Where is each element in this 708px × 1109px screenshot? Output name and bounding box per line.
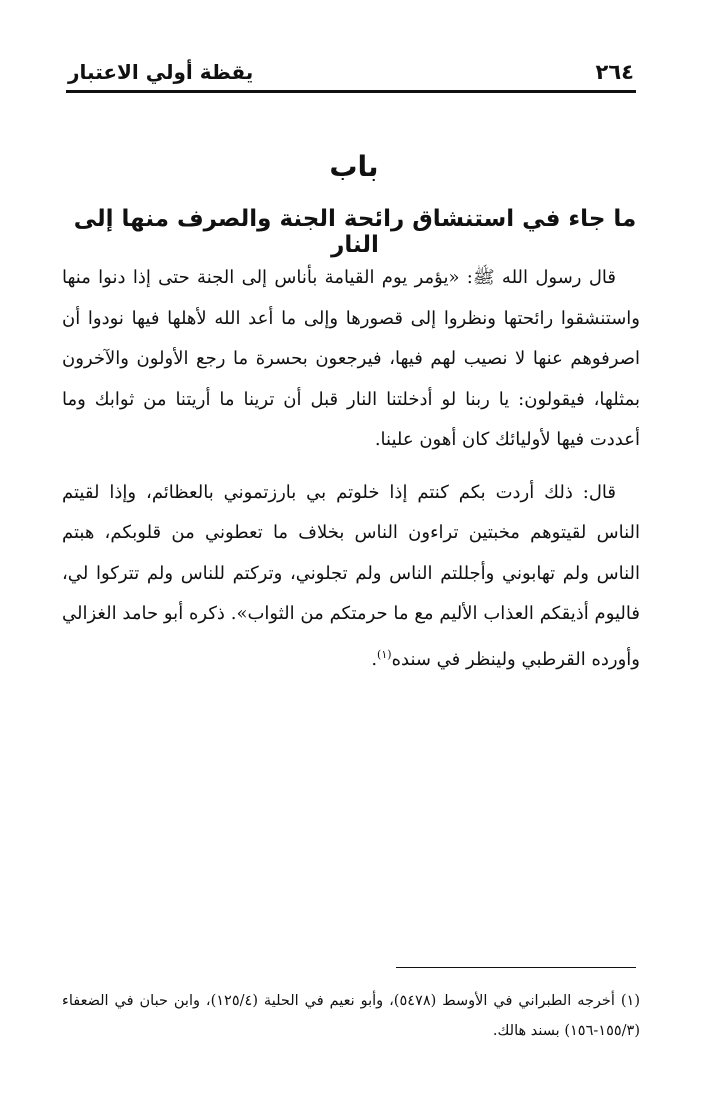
page-header bbox=[66, 56, 636, 92]
footnote-rule bbox=[396, 967, 636, 968]
chapter-title: ما جاء في استنشاق رائحة الجنة والصرف منها إلى النار bbox=[73, 206, 637, 258]
body-text bbox=[62, 258, 640, 680]
paragraph-text: قال: ذلك أردت بكم كنتم إذا خلوتم بي بارزتموني بالعظائم، وإذا لقيتم الناس لقيتوهم مخبتين تراءون الناس بخلاف ما تعطوني من قلوبكم، هبتم الناس ولم تهابوني وأجللتم الناس ولم تجلوني، وتركتم للناس ولم تتركوا لي، فاليوم أذيقكم العذاب الأليم مع ما حرمتكم من الثواب». ذكره أبو حامد الغزالي وأورده القرطبي ولينظر في سنده bbox=[62, 481, 640, 670]
chapter-label: باب bbox=[329, 150, 379, 183]
page-number: ٢٦٤ bbox=[595, 60, 634, 84]
footnote-text: (١) أخرجه الطبراني في الأوسط (٥٤٧٨)، وأبو نعيم في الحلية (١٢٥/٤)، وابن حبان في الضعفاء (١٥٥/٣-١٥٦) بسند هالك. bbox=[62, 993, 640, 1039]
paragraph-end: . bbox=[371, 648, 378, 670]
paragraph bbox=[62, 473, 640, 681]
header-rule bbox=[66, 90, 636, 93]
footnote-reference: (١) bbox=[377, 647, 392, 661]
running-title: يقظة أولي الاعتبار bbox=[68, 60, 254, 84]
paragraph: قال رسول الله ﷺ: «يؤمر يوم القيامة بأناس إلى الجنة حتى إذا دنوا منها واستنشقوا رائحتها ونظروا إلى قصورها وإلى ما أعد الله لأهلها فيها نودوا أن اصرفوهم عنها لا نصيب لهم فيها، فيرجعون بحسرة ما رجع الأولون والآخرون بمثلها، فيقولون: يا ربنا لو أدخلتنا النار قبل أن ترينا ما أريتنا من ثوابك وما أعددت فيها لأوليائك كان أهون علينا. bbox=[62, 267, 640, 450]
footnote bbox=[62, 986, 640, 1046]
